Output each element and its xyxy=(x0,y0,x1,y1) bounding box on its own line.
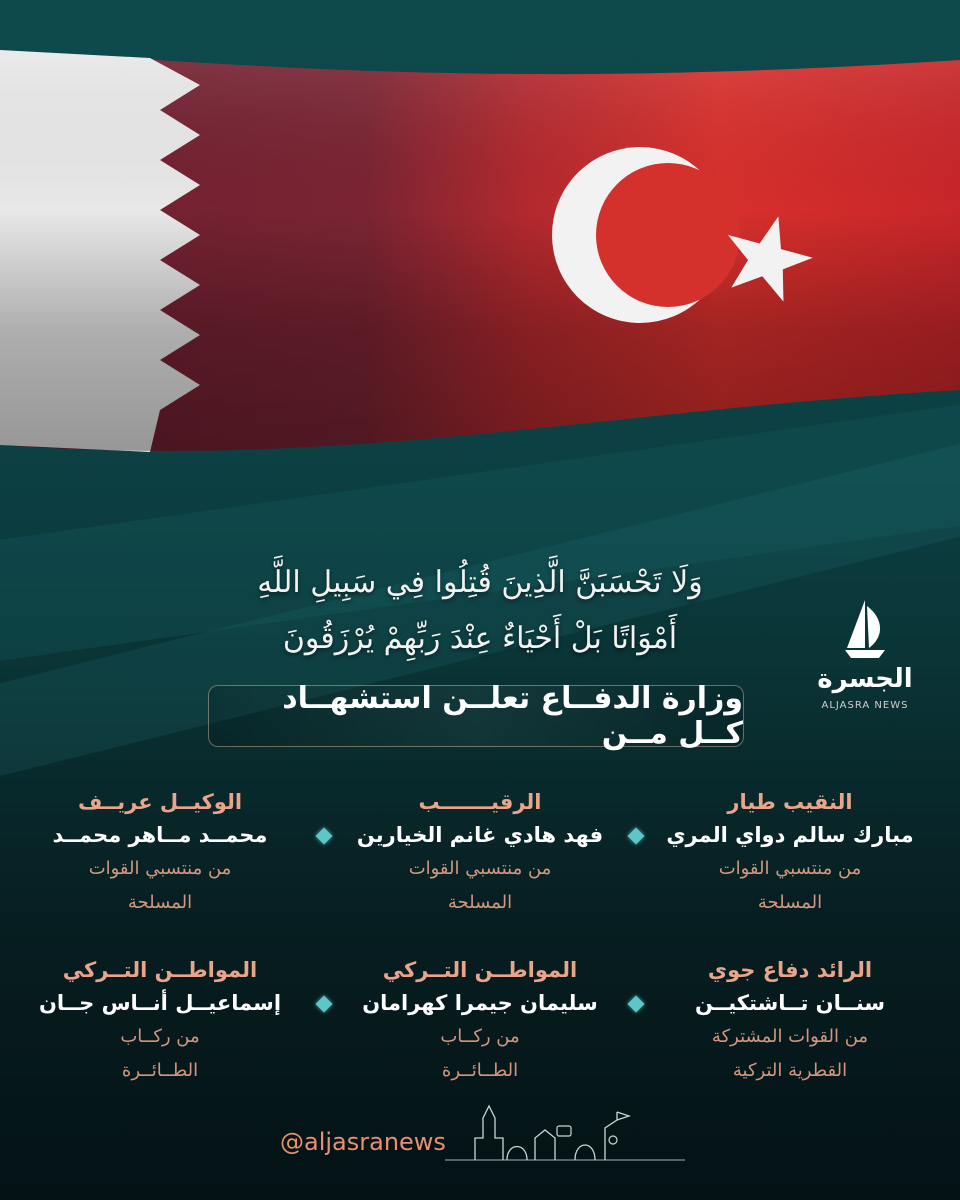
person-rank: المواطــن التــركي xyxy=(382,958,578,982)
person-card xyxy=(30,786,290,920)
person-rank: الوكيــل عريــف xyxy=(77,790,243,814)
person-affiliation: من القوات المشتركة xyxy=(711,1026,869,1047)
diamond-icon xyxy=(628,828,645,845)
person-card xyxy=(350,954,610,1088)
logo-name: الجسرة xyxy=(817,664,913,694)
logo-subtitle: ALJASRA NEWS xyxy=(821,700,909,711)
person-affiliation: من منتسبي القوات xyxy=(88,858,232,879)
diamond-icon xyxy=(316,996,333,1013)
person-card xyxy=(660,786,920,920)
person-name: محمــد مــاهر محمــد xyxy=(52,823,268,847)
diamond-icon xyxy=(628,996,645,1013)
person-name: إسماعيــل أنــاس جــان xyxy=(38,991,282,1015)
person-name: فهد هادي غانم الخيارين xyxy=(356,823,604,847)
person-affiliation: من ركــاب xyxy=(440,1026,520,1047)
person-affiliation: المسلحة xyxy=(757,892,823,913)
verse-line-1: وَلَا تَحْسَبَنَّ الَّذِينَ قُتِلُوا فِي سَبِيلِ اللَّهِ xyxy=(257,565,703,600)
person-rank: المواطــن التــركي xyxy=(62,958,258,982)
person-affiliation: من ركــاب xyxy=(120,1026,200,1047)
diamond-icon xyxy=(316,828,333,845)
person-affiliation: من منتسبي القوات xyxy=(718,858,862,879)
person-card xyxy=(660,954,920,1088)
person-name: سنــان تــاشتكيــن xyxy=(694,991,886,1015)
person-rank: النقيب طيار xyxy=(727,790,853,814)
person-name: سليمان جيمرا كهرامان xyxy=(362,991,598,1015)
person-affiliation: من منتسبي القوات xyxy=(408,858,552,879)
quran-verse-calligraphy xyxy=(200,555,760,670)
person-card xyxy=(30,954,290,1088)
person-affiliation: القطرية التركية xyxy=(732,1060,848,1081)
person-affiliation: المسلحة xyxy=(127,892,193,913)
person-rank: الرقيـــــــب xyxy=(418,790,542,814)
person-name: مبارك سالم دواي المري xyxy=(666,823,914,847)
announcement-title-box xyxy=(208,681,744,751)
announcement-title: وزارة الدفــاع تعلــن استشهــاد كــل مــن xyxy=(282,681,743,751)
crescent-inner xyxy=(596,163,740,307)
qatar-turkey-flag xyxy=(0,50,960,470)
person-card xyxy=(350,786,610,920)
skyline-icon xyxy=(445,1098,685,1168)
social-handle[interactable]: @aljasranews xyxy=(280,1128,446,1156)
person-affiliation: المسلحة xyxy=(447,892,513,913)
aljasra-logo xyxy=(800,598,930,718)
verse-line-2: أَمْوَاتًا بَلْ أَحْيَاءٌ عِنْدَ رَبِّهِمْ يُرْزَقُونَ xyxy=(282,621,678,656)
person-affiliation: الطــائــرة xyxy=(121,1060,199,1081)
sail-icon xyxy=(835,598,895,662)
person-affiliation: الطــائــرة xyxy=(441,1060,519,1081)
person-rank: الرائد دفاع جوي xyxy=(707,958,873,982)
